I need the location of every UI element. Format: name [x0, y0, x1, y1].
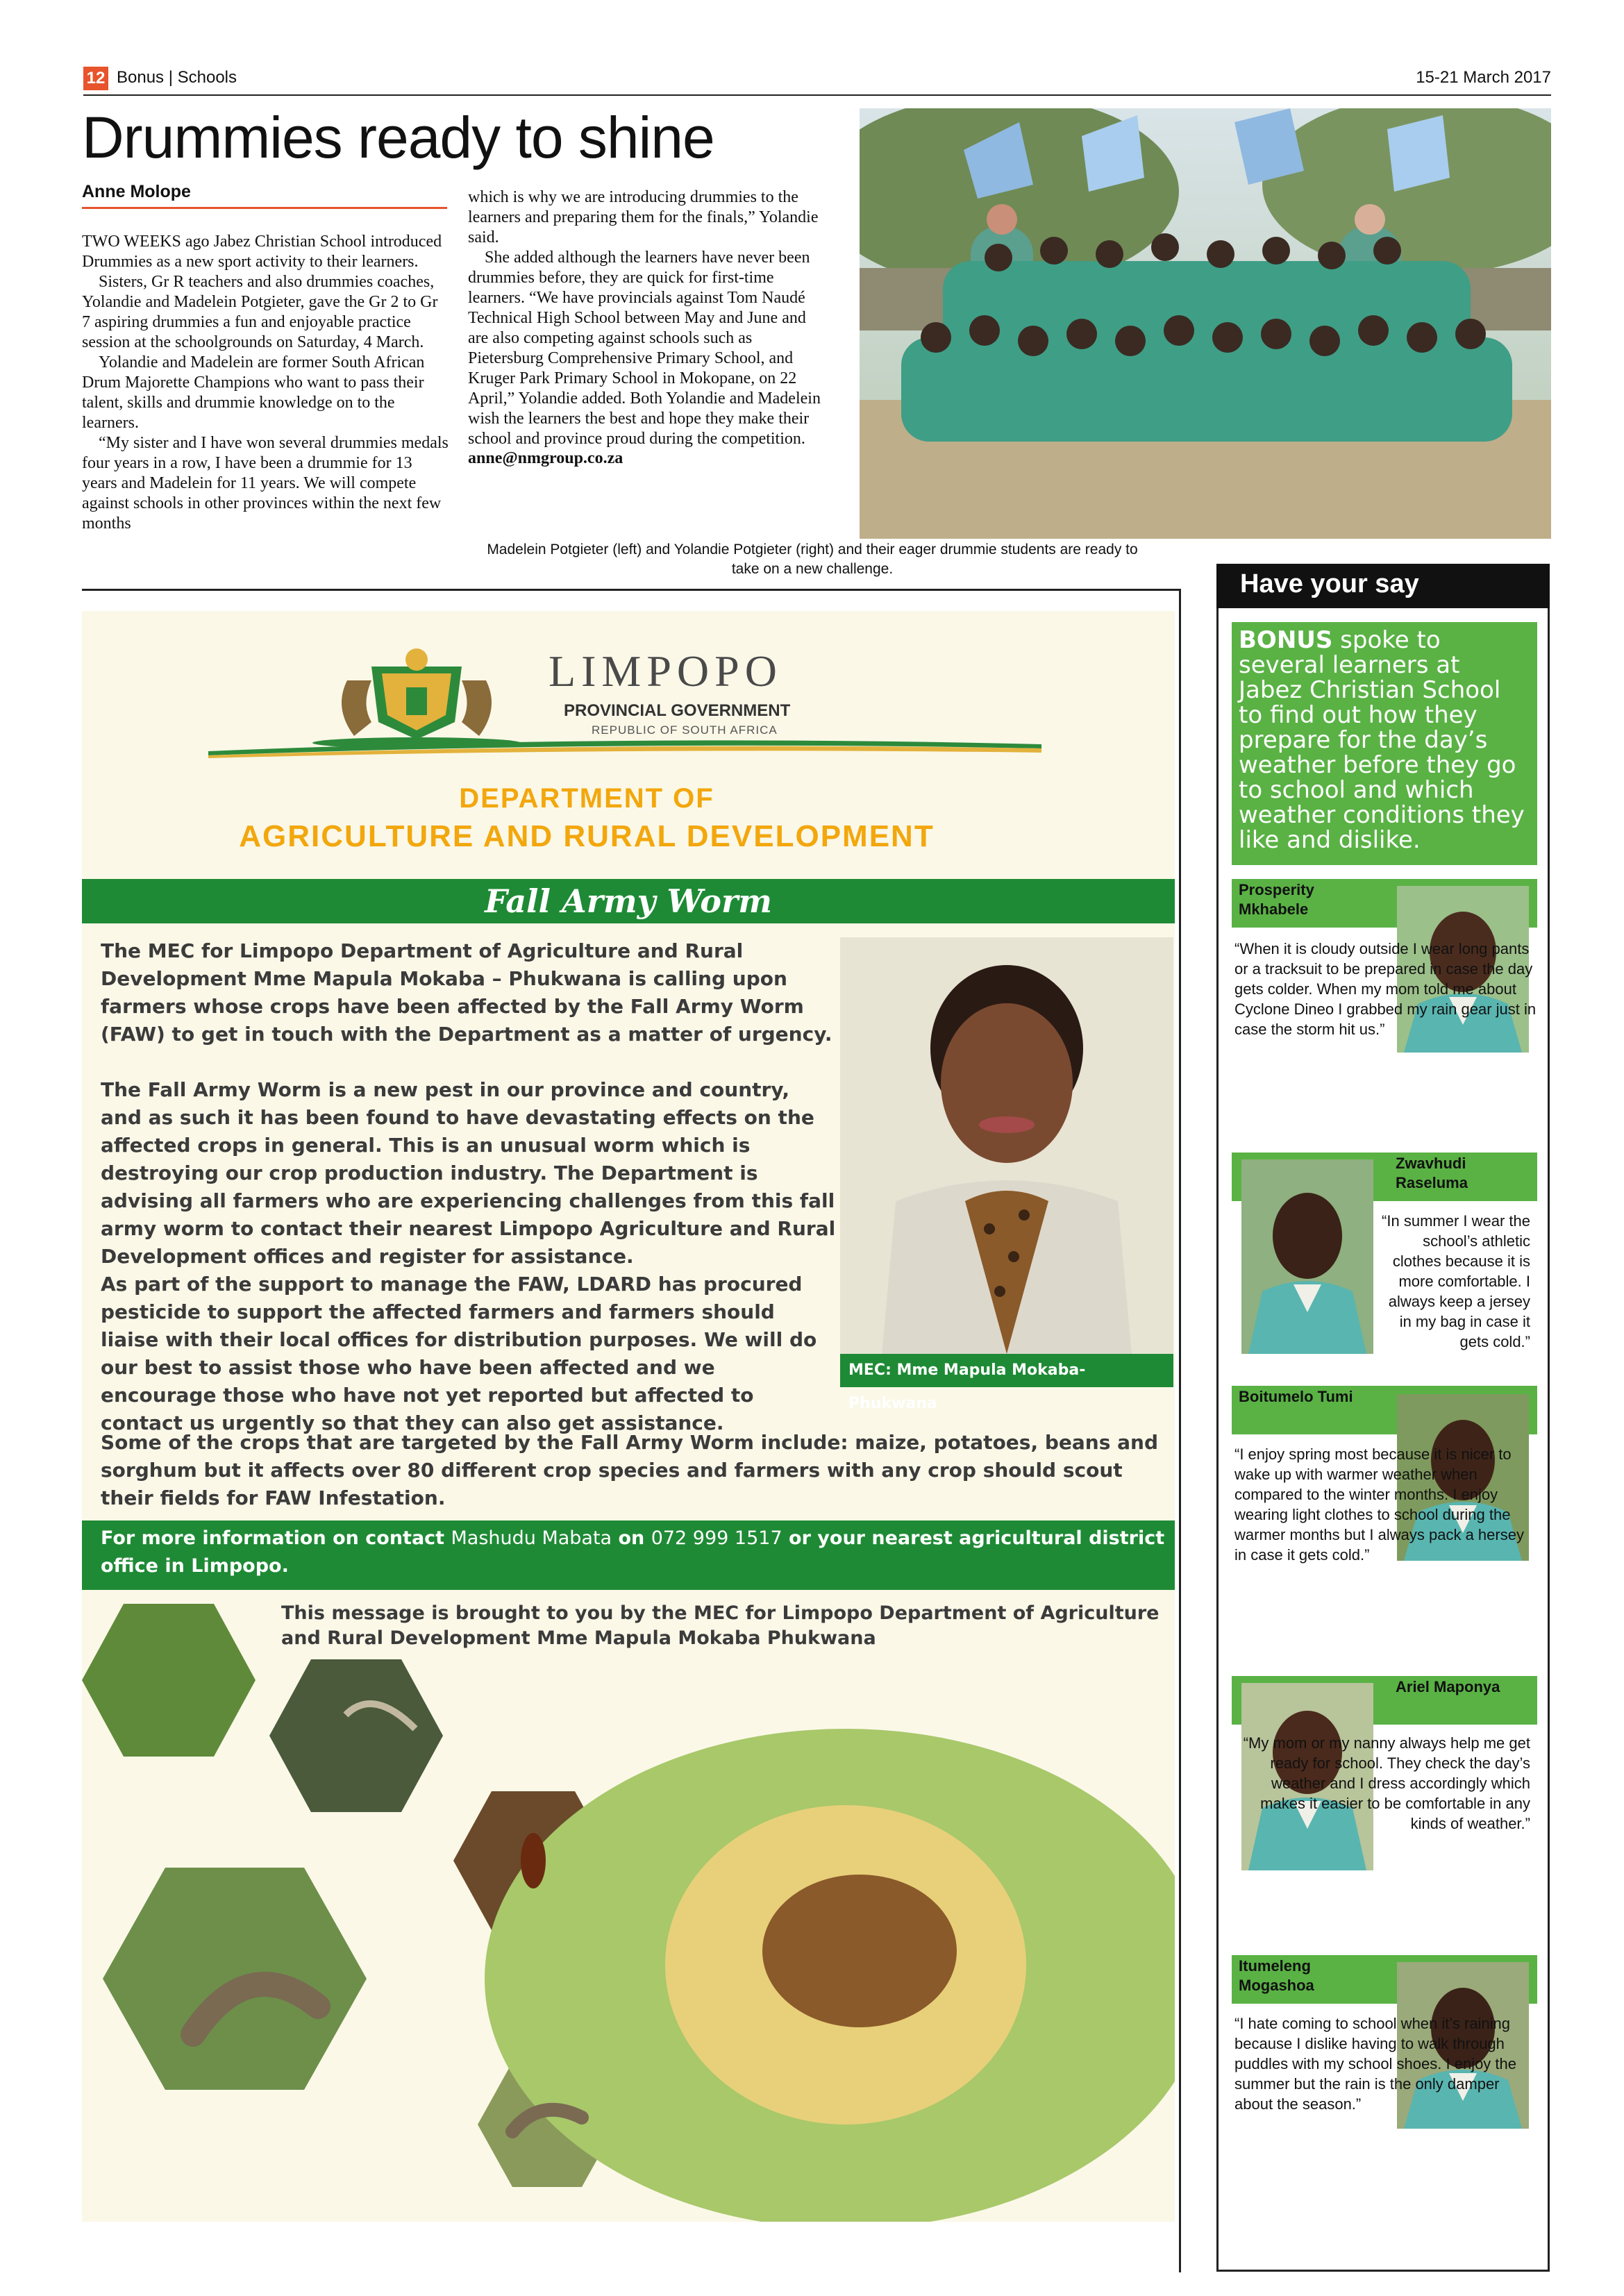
advert-paragraph-4: Some of the crops that are targeted by the Fall Army Worm include: maize, potatoes, beans and sorghum but it affects over 80 different crop species and farmers with any crop should scout their fields for FAW Infestation. — [101, 1431, 1158, 1509]
header-rule — [83, 94, 1551, 96]
government-title: LIMPOPO — [549, 646, 782, 696]
learner-quote: “I hate coming to school when it’s raining because I dislike having to walk through puddles with my school shoes. I enjoy the summer but the rain is the only damper about the season.” — [1234, 2015, 1517, 2113]
coat-of-arms-logo — [305, 639, 528, 750]
article-paragraph: TWO WEEKS ago Jabez Christian School introduced Drummies as a new sport activity to their learners. — [82, 233, 442, 271]
learner-quote: “I enjoy spring most because it is nicer to wake up with warmer weather when compared to the winter months. I enjoy wearing light clothes to school during the warmer months but I always pack a hersey in case it gets cold.” — [1234, 1446, 1524, 1564]
article-column-2 — [468, 187, 829, 468]
photo-caption: Madelein Potgieter (left) and Yolandie Potgieter (right) and their eager drummie students are ready to take on a new challenge. — [487, 542, 1138, 577]
learner-name: Boitumelo Tumi — [1239, 1388, 1353, 1405]
publication-date: 15-21 March 2017 — [1416, 68, 1551, 87]
sponsor-message: This message is brought to you by the MEC for Limpopo Department of Agriculture and Rural Development Mme Mapula Mokaba Phukwana — [281, 1602, 1160, 1649]
intro-text — [1239, 628, 1530, 853]
advert-paragraph-3: As part of the support to manage the FAW, LDARD has procured pesticide to support the affected farmers and farmers should liaise with their local offices for distribution purposes. We will do our best to assist those who have been affected and we encourage those who have not yet reported but affected to contact us urgently so that they can also get assistance. — [101, 1273, 817, 1434]
advert-paragraph-1: The MEC for Limpopo Department of Agriculture and Rural Development Mme Mapula Mokaba – Phukwana is calling upon farmers whose crops have been affected by the Fall Army Worm (FAW) to get in touch with the Department as a matter of urgency. — [101, 939, 832, 1046]
contact-text — [101, 1525, 1170, 1580]
learner-quote: “When it is cloudy outside I wear long pants or a tracksuit to be prepared in case the day gets colder. When my mom told me about Cyclone Dineo I grabbed my rain gear just in case the storm hit us.” — [1234, 940, 1537, 1038]
crop-pest-collage — [82, 1590, 1175, 2222]
department-title-line-1: DEPARTMENT OF — [459, 783, 714, 814]
article-paragraph: She added although the learners have never been drummies before, they are quick for first-time learners. “We have provincials against Tom Naudé Technical High School between May and June and are also competing against schools such as Pietersburg Comprehensive Primary School, and Kruger Park Primary School in Mokopane, on 22 April,” Yolandie added. Both Yolandie and Madelein wish the learners the best and hope they make their school and province proud during the competition. — [468, 249, 821, 448]
learner-name: Zwavhudi Raseluma — [1396, 1155, 1468, 1191]
flag-swoosh — [208, 737, 1041, 758]
learner-name: Itumeleng Mogashoa — [1239, 1957, 1314, 1994]
learner-quote: “In summer I wear the school’s athletic clothes because it is more comfortable. I always keep a jersey in my bag in case it gets cold.” — [1382, 1212, 1530, 1350]
contact-phone: 072 999 1517 — [651, 1527, 782, 1549]
byline: Anne Molope — [82, 182, 191, 201]
section-rule — [82, 589, 1179, 591]
department-title-line-2: AGRICULTURE AND RURAL DEVELOPMENT — [239, 819, 935, 853]
byline-rule — [82, 207, 447, 209]
learner-portrait — [1241, 1159, 1373, 1354]
column-rule — [1179, 589, 1181, 2272]
article-column-1 — [82, 232, 450, 534]
article-paragraph: Sisters, Gr R teachers and also drummies coaches, Yolandie and Madelein Potgieter, gave the Gr 2 to Gr 7 aspiring drummies a fun and enjoyable practice session at the schoolgrounds on Saturday, 4 March. — [82, 273, 438, 351]
government-country: REPUBLIC OF SOUTH AFRICA — [592, 723, 778, 737]
fall-army-worm-title: Fall Army Worm — [485, 882, 772, 920]
advert-paragraph-2: The Fall Army Worm is a new pest in our province and country, and as such it has been found to have devastating effects on the affected crops in general. This is an unusual worm which is destroying our crop production industry. The Department is advising all farmers who are experiencing challenges from this fall army worm to contact their nearest Limpopo Agriculture and Rural Development offices and register for assistance. — [101, 1078, 836, 1268]
contact-text-e: or your nearest agricultural district office in Limpopo. — [101, 1527, 1165, 1577]
headline: Drummies ready to shine — [82, 105, 714, 170]
have-your-say-title: Have your say — [1240, 569, 1419, 598]
intro-rest: spoke to several learners at Jabez Christian School to find out how they prepare for the day’s weather before they go to school and which weather conditions they like and dislike. — [1239, 626, 1525, 854]
learner-name: Prosperity Mkhabele — [1239, 881, 1314, 918]
intro-bold: BONUS — [1239, 626, 1333, 654]
article-paragraph: “My sister and I have won several drummies medals four years in a row, I have been a drummie for 13 years and Madelein for 11 years. We will compete against schools in other provinces within the next few months — [82, 434, 449, 533]
learner-name: Ariel Maponya — [1396, 1678, 1500, 1695]
article-paragraph: Yolandie and Madelein are former South African Drum Majorette Champions who want to pass their talent, skills and drummie knowledge on to the learners. — [82, 353, 425, 432]
learner-quote: “My mom or my nanny always help me get ready for school. They check the day’s weather and I dress accordingly which makes it easier to be comfortable in any kinds of weather.” — [1243, 1734, 1530, 1832]
article-paragraph: which is why we are introducing drummies to the learners and preparing them for the finals,” Yolandie said. — [468, 188, 819, 246]
mec-caption: MEC: Mme Mapula Mokaba-Phukwana — [840, 1354, 1173, 1387]
author-email: anne@nmgroup.co.za — [468, 449, 623, 467]
contact-text-c: on — [612, 1527, 651, 1549]
page-number: 12 — [83, 67, 108, 90]
contact-text-a: For more information on contact — [101, 1527, 451, 1549]
drummies-group-photo — [860, 108, 1551, 539]
contact-person: Mashudu Mabata — [451, 1527, 612, 1549]
section-label: Bonus | Schools — [117, 68, 237, 87]
government-subtitle: PROVINCIAL GOVERNMENT — [564, 701, 791, 720]
mec-portrait — [840, 937, 1173, 1354]
